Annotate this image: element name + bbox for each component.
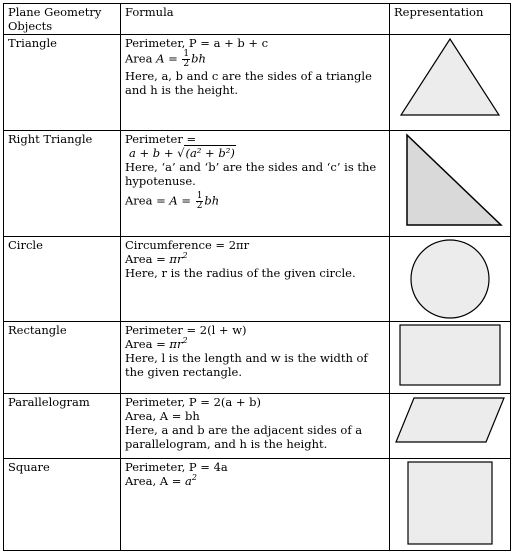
square-shape [406, 460, 494, 546]
area-line [125, 50, 385, 69]
fraction-numerator: 1 [196, 191, 203, 201]
geometry-table [3, 3, 511, 551]
area-exponent: 2 [182, 336, 188, 346]
sqrt-inner: (a² + b²) [185, 146, 235, 160]
area-rhs: bh [191, 51, 206, 66]
perimeter-text: Perimeter, P = 4a [125, 460, 228, 474]
area-label: Area, A = [125, 474, 182, 488]
object-name: Parallelogram [4, 394, 121, 459]
area-label: Area = [125, 337, 166, 351]
area-label: Area = [125, 252, 166, 266]
note-text: Here, l is the length and w is the width of the given rectangle. [125, 351, 368, 379]
row-rectangle [4, 322, 511, 394]
fraction-denominator: 2 [183, 59, 190, 69]
row-triangle [4, 35, 511, 131]
sqrt-symbol: √ [177, 146, 185, 160]
object-name: Rectangle [4, 322, 121, 394]
representation-cell [390, 322, 511, 394]
header-formula: Formula [121, 4, 390, 35]
row-circle [4, 237, 511, 322]
representation-cell [390, 35, 511, 131]
area-lhs: A = [156, 51, 178, 66]
area-expression: πr [169, 252, 183, 266]
area-exponent: 2 [182, 251, 188, 261]
perimeter-expression [125, 146, 385, 160]
circle-shape [407, 238, 493, 320]
formula-cell [121, 459, 390, 551]
perimeter-text: Perimeter, P = 2(a + b) [125, 395, 262, 409]
representation-cell [390, 131, 511, 237]
formula-cell [121, 322, 390, 394]
representation-cell [390, 459, 511, 551]
fraction-denominator: 2 [196, 201, 203, 211]
object-name: Circle [4, 237, 121, 322]
formula-cell [121, 394, 390, 459]
formula-cell [121, 131, 390, 237]
perimeter-label: Perimeter = [125, 132, 197, 146]
right-triangle-shape [395, 132, 505, 228]
header-row [4, 4, 511, 35]
area-rhs: bh [204, 193, 220, 208]
fraction-numerator: 1 [183, 49, 190, 59]
perimeter-prefix: a + b + [129, 146, 178, 160]
object-name: Triangle [4, 35, 121, 131]
area-fraction [182, 50, 190, 69]
perimeter-text: Perimeter, P = a + b + c [125, 36, 269, 50]
row-square [4, 459, 511, 551]
note-text: Here, r is the radius of the given circle. [125, 266, 356, 280]
area-text: Area, A = bh [125, 409, 200, 423]
representation-cell [390, 237, 511, 322]
perimeter-text: Perimeter = 2(l + w) [125, 323, 247, 337]
object-name: Square [4, 459, 121, 551]
area-label: Area [125, 51, 153, 66]
row-right-triangle [4, 131, 511, 237]
object-name: Right Triangle [4, 131, 121, 237]
note-text: Here, ‘a’ and ‘b’ are the sides and ‘c’ is the hypotenuse. [125, 160, 377, 188]
note-text: Here, a and b are the adjacent sides of a parallelogram, and h is the height. [125, 423, 363, 451]
parallelogram-shape [394, 395, 506, 445]
area-label: Area = [125, 193, 166, 208]
note-text: Here, a, b and c are the sides of a triangle and h is the height. [125, 69, 372, 97]
area-expression: a [185, 474, 192, 488]
area-lhs: A = [169, 193, 192, 208]
area-expression: πr [169, 337, 183, 351]
header-representation: Representation [390, 4, 511, 35]
area-line [125, 252, 385, 266]
rectangle-shape [398, 323, 502, 387]
circumference-text: Circumference = 2πr [125, 238, 250, 252]
formula-cell [121, 35, 390, 131]
formula-cell [121, 237, 390, 322]
area-line [125, 337, 385, 351]
area-exponent: 2 [191, 473, 197, 483]
header-objects: Plane Geometry Objects [4, 4, 121, 35]
row-parallelogram [4, 394, 511, 459]
triangle-shape [398, 36, 502, 118]
representation-cell [390, 394, 511, 459]
area-line [125, 474, 385, 488]
area-line [125, 192, 385, 211]
area-fraction [196, 192, 204, 211]
